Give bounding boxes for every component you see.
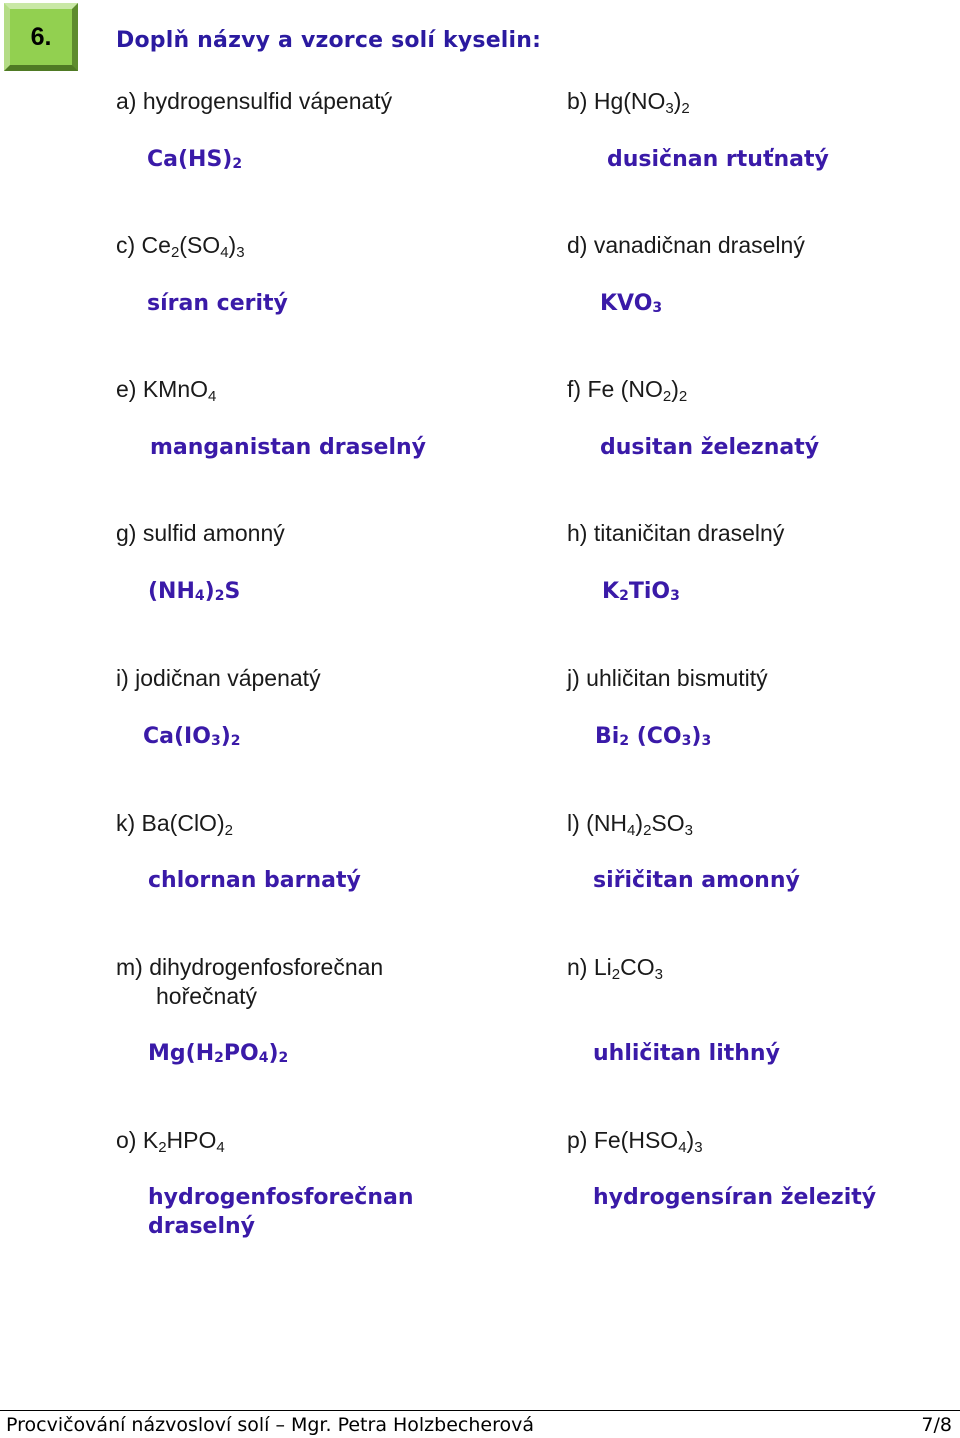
footer-title: Procvičování názvosloví solí – Mgr. Petra Holzbecherová — [6, 1414, 534, 1436]
task-d-answer: KVO3 — [600, 291, 663, 316]
task-j-answer: Bi2 (CO3)3 — [595, 724, 712, 749]
task-e-question: e) KMnO4 — [116, 376, 217, 405]
task-d-question: d) vanadičnan draselný — [567, 232, 805, 258]
task-o-answer-line2: draselný — [148, 1214, 256, 1239]
task-i-answer: Ca(IO3)2 — [143, 724, 241, 749]
task-i-question: i) jodičnan vápenatý — [116, 665, 321, 691]
task-n-answer: uhličitan lithný — [593, 1041, 780, 1066]
task-o-question: o) K2HPO4 — [116, 1127, 225, 1156]
task-c-question: c) Ce2(SO4)3 — [116, 232, 245, 261]
task-m-answer: Mg(H2PO4)2 — [148, 1041, 289, 1066]
task-l-question: l) (NH4)2SO3 — [567, 810, 693, 839]
task-p-answer: hydrogensíran železitý — [593, 1185, 877, 1210]
task-n-question: n) Li2CO3 — [567, 954, 663, 983]
task-b-answer: dusičnan rtuťnatý — [607, 147, 829, 172]
page-number: 7/8 — [921, 1414, 952, 1436]
task-h-question: h) titaničitan draselný — [567, 520, 785, 546]
task-c-answer: síran ceritý — [147, 291, 288, 316]
exercise-heading: Doplň názvy a vzorce solí kyselin: — [116, 28, 542, 53]
task-k-answer: chlornan barnatý — [148, 868, 361, 893]
task-p-question: p) Fe(HSO4)3 — [567, 1127, 703, 1156]
task-m-question-line1: m) dihydrogenfosforečnan — [116, 954, 384, 980]
task-a-answer: Ca(HS)2 — [147, 147, 243, 172]
task-g-answer: (NH4)2S — [148, 579, 241, 604]
footer-divider — [0, 1410, 960, 1411]
exercise-number-badge — [4, 3, 78, 71]
task-a-question: a) hydrogensulfid vápenatý — [116, 88, 393, 114]
task-b-question: b) Hg(NO3)2 — [567, 88, 690, 117]
task-e-answer: manganistan draselný — [150, 435, 427, 460]
task-k-question: k) Ba(ClO)2 — [116, 810, 233, 839]
task-f-question: f) Fe (NO2)2 — [567, 376, 688, 405]
task-o-answer-line1: hydrogenfosforečnan — [148, 1185, 414, 1210]
task-g-question: g) sulfid amonný — [116, 520, 285, 546]
task-l-answer: siřičitan amonný — [593, 868, 800, 893]
task-h-answer: K2TiO3 — [602, 579, 680, 604]
task-j-question: j) uhličitan bismutitý — [567, 665, 768, 691]
exercise-number: 6. — [16, 15, 66, 59]
task-f-answer: dusitan železnatý — [600, 435, 820, 460]
task-m-question-line2: hořečnatý — [156, 983, 258, 1009]
